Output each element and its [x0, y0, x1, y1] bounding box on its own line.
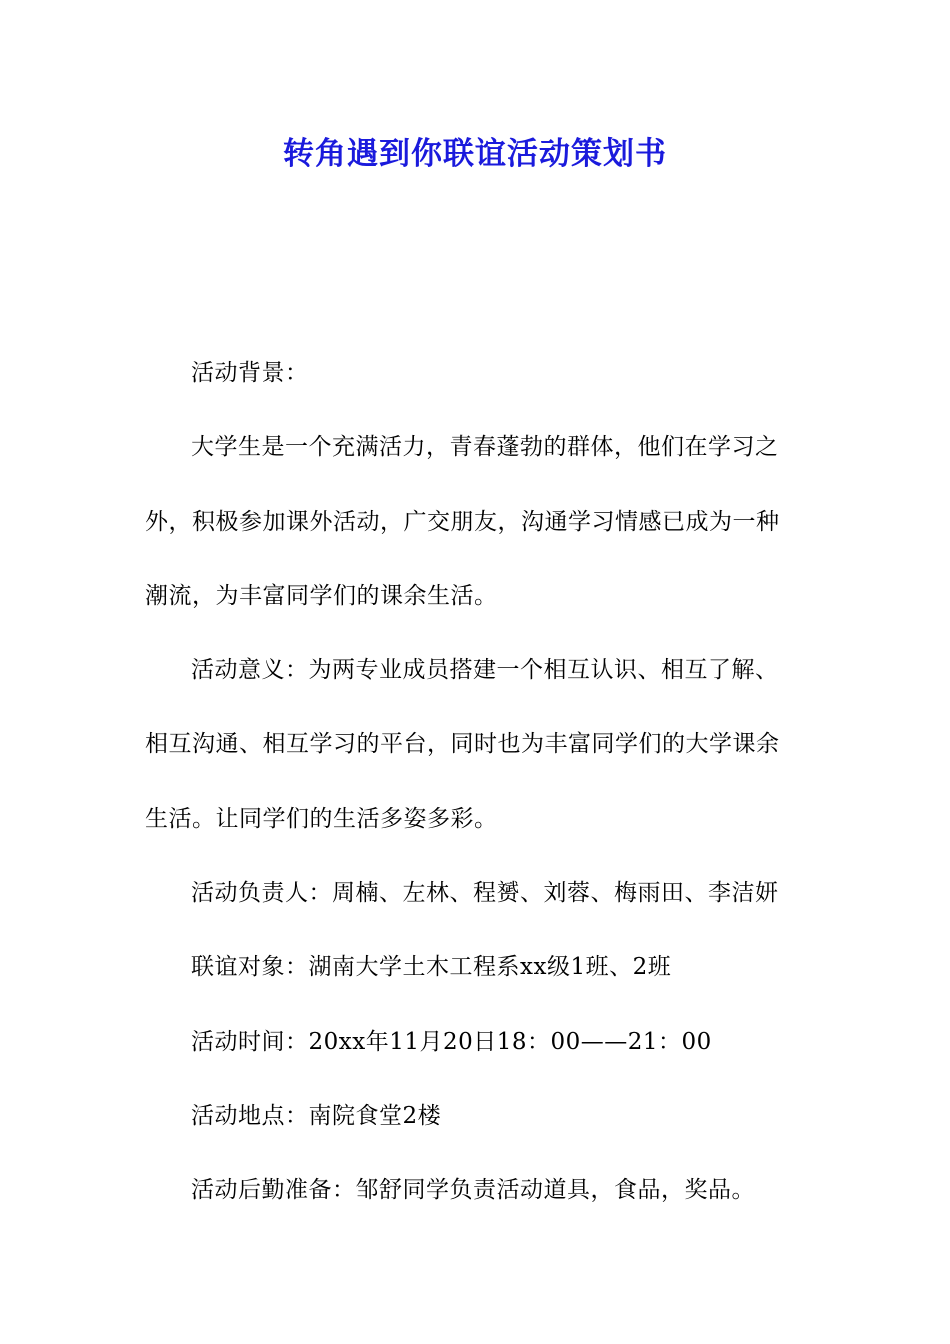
document-title: 转角遇到你联谊活动策划书 [283, 136, 667, 172]
text-line: 相互沟通、相互学习的平台，同时也为丰富同学们的大学课余 [145, 731, 780, 758]
text-line: 活动意义：为两专业成员搭建一个相互认识、相互了解、 [191, 657, 779, 684]
paragraph-background-label [145, 336, 810, 410]
paragraph-target [145, 930, 810, 1004]
text-line: 活动后勤准备：邹舒同学负责活动道具，食品，奖品。 [191, 1177, 755, 1204]
text-line: 活动背景： [191, 360, 309, 386]
text-line: 联谊对象：湖南大学土木工程系xx级1班、2班 [191, 954, 672, 981]
paragraph-significance [145, 633, 810, 856]
paragraph-background [145, 410, 810, 633]
text-line: 外，积极参加课外活动，广交朋友，沟通学习情感已成为一种 [145, 508, 780, 535]
paragraph-time [145, 1005, 810, 1079]
text-line: 潮流，为丰富同学们的课余生活。 [145, 582, 498, 609]
text-line: 大学生是一个充满活力，青春蓬勃的群体，他们在学习之 [191, 434, 779, 461]
paragraph-location [145, 1079, 810, 1153]
text-line: 活动地点：南院食堂2楼 [191, 1102, 442, 1129]
text-line: 活动负责人：周楠、左林、程赟、刘蓉、梅雨田、李洁妍 [191, 880, 779, 907]
paragraph-organizers [145, 856, 810, 930]
paragraph-logistics [145, 1153, 810, 1227]
text-line: 活动时间：20xx年11月20日18：00——21：00 [191, 1028, 712, 1055]
text-line: 生活。让同学们的生活多姿多彩。 [145, 805, 498, 832]
document-body [145, 336, 810, 1228]
